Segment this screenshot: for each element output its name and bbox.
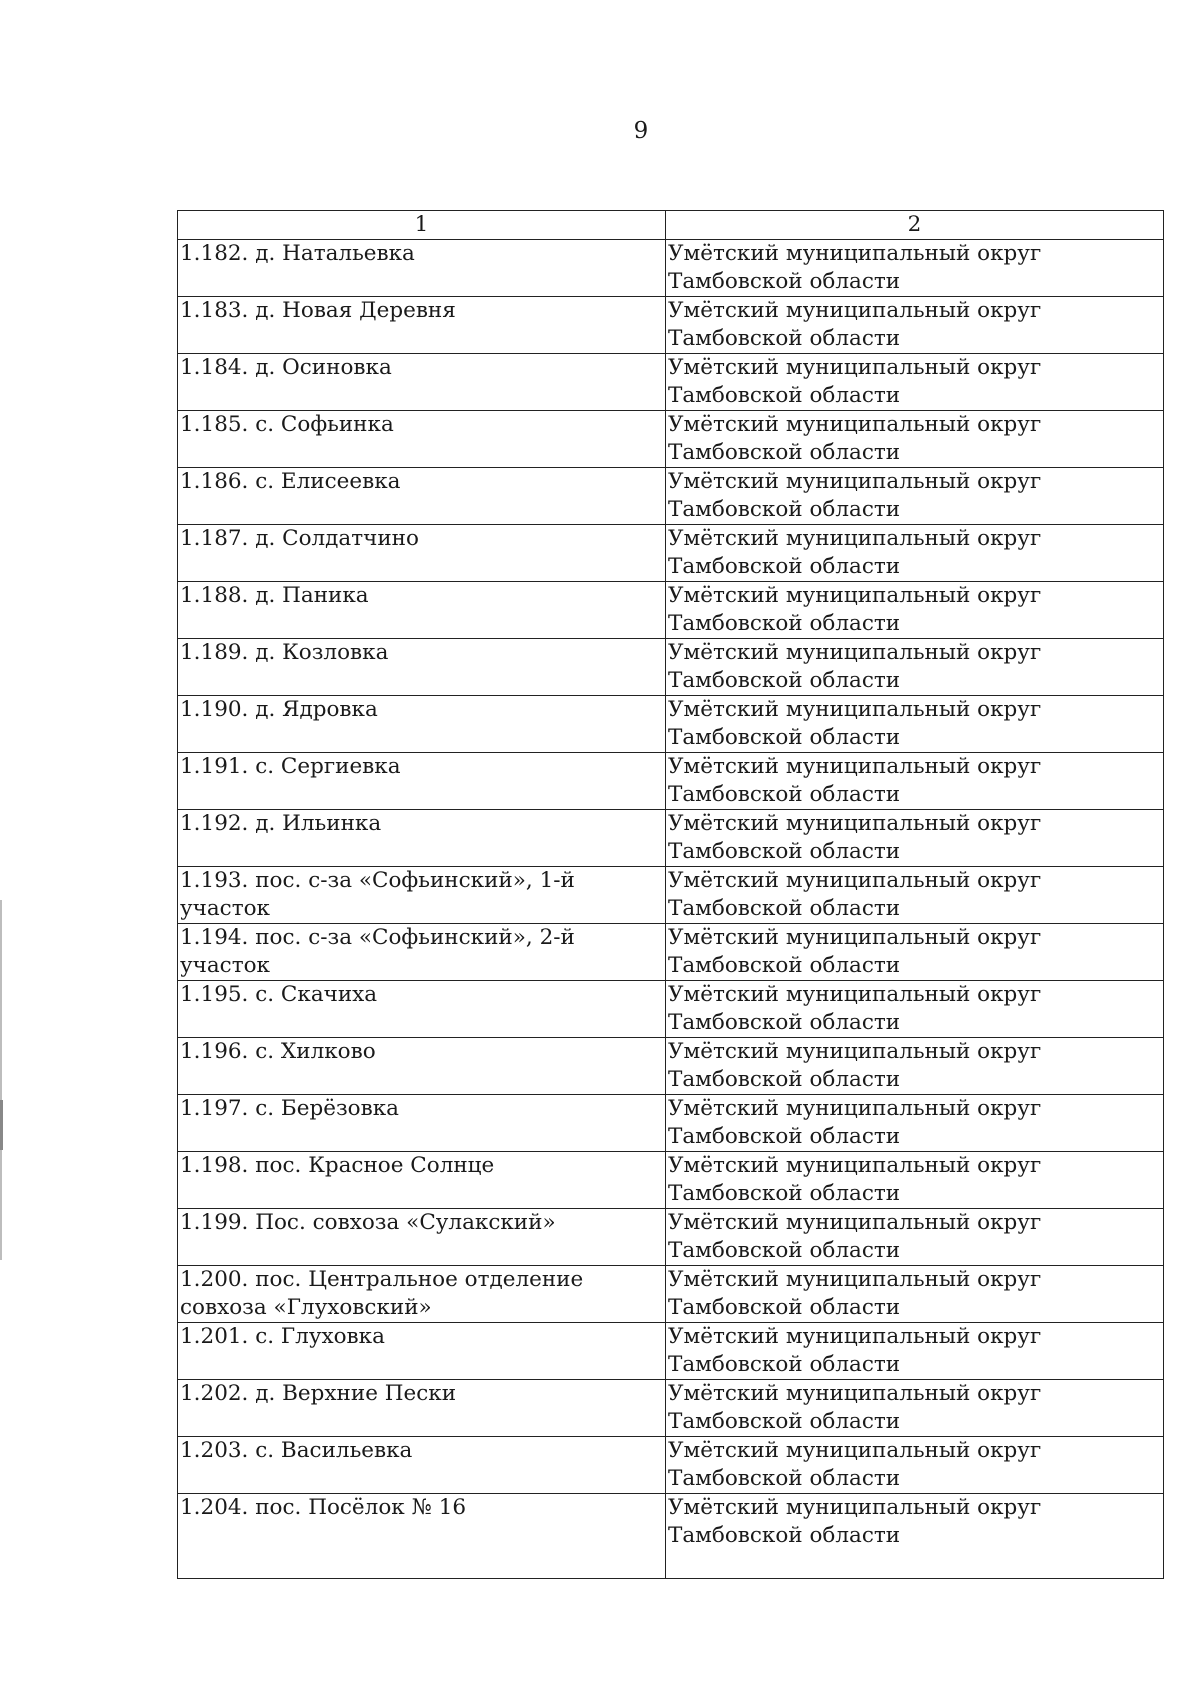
table-row	[178, 1266, 1164, 1323]
table-row	[178, 639, 1164, 696]
scan-edge-mark	[0, 900, 2, 1260]
settlement-name-cell: 1.182. д. Натальевка	[178, 240, 666, 297]
settlement-name-cell: 1.183. д. Новая Деревня	[178, 297, 666, 354]
table-row	[178, 1038, 1164, 1095]
settlement-name-cell: 1.184. д. Осиновка	[178, 354, 666, 411]
district-cell: Умётский муниципальный округ Тамбовской области	[666, 1266, 1164, 1323]
table-row	[178, 468, 1164, 525]
district-cell: Умётский муниципальный округ Тамбовской области	[666, 810, 1164, 867]
district-cell: Умётский муниципальный округ Тамбовской области	[666, 582, 1164, 639]
table-row	[178, 297, 1164, 354]
settlements-table	[177, 210, 1164, 1579]
table-row	[178, 582, 1164, 639]
district-cell: Умётский муниципальный округ Тамбовской области	[666, 867, 1164, 924]
district-cell: Умётский муниципальный округ Тамбовской области	[666, 753, 1164, 810]
table-row	[178, 1437, 1164, 1494]
settlement-name-cell: 1.192. д. Ильинка	[178, 810, 666, 867]
table-row	[178, 240, 1164, 297]
district-cell: Умётский муниципальный округ Тамбовской области	[666, 354, 1164, 411]
settlement-name-cell: 1.189. д. Козловка	[178, 639, 666, 696]
scan-edge-mark	[0, 1100, 3, 1150]
settlement-name-cell: 1.186. с. Елисеевка	[178, 468, 666, 525]
district-cell: Умётский муниципальный округ Тамбовской области	[666, 525, 1164, 582]
district-cell: Умётский муниципальный округ Тамбовской области	[666, 1437, 1164, 1494]
district-cell: Умётский муниципальный округ Тамбовской области	[666, 240, 1164, 297]
settlement-name-cell: 1.190. д. Ядровка	[178, 696, 666, 753]
settlement-name-cell: 1.188. д. Паника	[178, 582, 666, 639]
district-cell: Умётский муниципальный округ Тамбовской области	[666, 639, 1164, 696]
district-cell: Умётский муниципальный округ Тамбовской области	[666, 411, 1164, 468]
settlement-name-cell: 1.185. с. Софьинка	[178, 411, 666, 468]
table-header-row	[178, 211, 1164, 240]
district-cell: Умётский муниципальный округ Тамбовской области	[666, 924, 1164, 981]
table-body	[178, 240, 1164, 1579]
settlement-name-cell: 1.197. с. Берёзовка	[178, 1095, 666, 1152]
settlement-name-cell: 1.202. д. Верхние Пески	[178, 1380, 666, 1437]
table-row	[178, 525, 1164, 582]
table-row	[178, 924, 1164, 981]
table-row	[178, 753, 1164, 810]
district-cell: Умётский муниципальный округ Тамбовской области	[666, 1494, 1164, 1579]
table-row	[178, 1323, 1164, 1380]
settlement-name-cell: 1.204. пос. Посёлок № 16	[178, 1494, 666, 1579]
settlement-name-cell: 1.199. Пос. совхоза «Сулакский»	[178, 1209, 666, 1266]
table-row	[178, 696, 1164, 753]
table-row	[178, 354, 1164, 411]
district-cell: Умётский муниципальный округ Тамбовской области	[666, 1152, 1164, 1209]
district-cell: Умётский муниципальный округ Тамбовской области	[666, 468, 1164, 525]
settlement-name-cell: 1.187. д. Солдатчино	[178, 525, 666, 582]
column-header-1: 1	[178, 211, 666, 240]
table-row	[178, 411, 1164, 468]
settlement-name-cell: 1.191. с. Сергиевка	[178, 753, 666, 810]
table-row	[178, 1095, 1164, 1152]
table-row	[178, 810, 1164, 867]
district-cell: Умётский муниципальный округ Тамбовской области	[666, 696, 1164, 753]
district-cell: Умётский муниципальный округ Тамбовской области	[666, 1095, 1164, 1152]
table-row	[178, 1380, 1164, 1437]
table-row	[178, 1209, 1164, 1266]
table-row	[178, 1152, 1164, 1209]
settlement-name-cell: 1.198. пос. Красное Солнце	[178, 1152, 666, 1209]
settlement-name-cell: 1.195. с. Скачиха	[178, 981, 666, 1038]
table-row	[178, 1494, 1164, 1579]
district-cell: Умётский муниципальный округ Тамбовской области	[666, 1380, 1164, 1437]
settlement-name-cell: 1.196. с. Хилково	[178, 1038, 666, 1095]
district-cell: Умётский муниципальный округ Тамбовской области	[666, 1038, 1164, 1095]
settlement-name-cell: 1.201. с. Глуховка	[178, 1323, 666, 1380]
column-header-2: 2	[666, 211, 1164, 240]
settlement-name-cell: 1.203. с. Васильевка	[178, 1437, 666, 1494]
settlement-name-cell: 1.193. пос. с-за «Софьинский», 1-й участок	[178, 867, 666, 924]
district-cell: Умётский муниципальный округ Тамбовской области	[666, 297, 1164, 354]
page-number: 9	[633, 118, 649, 144]
district-cell: Умётский муниципальный округ Тамбовской области	[666, 981, 1164, 1038]
settlement-name-cell: 1.194. пос. с-за «Софьинский», 2-й участок	[178, 924, 666, 981]
district-cell: Умётский муниципальный округ Тамбовской области	[666, 1209, 1164, 1266]
settlement-name-cell: 1.200. пос. Центральное отделение совхоза «Глуховский»	[178, 1266, 666, 1323]
district-cell: Умётский муниципальный округ Тамбовской области	[666, 1323, 1164, 1380]
table-row	[178, 867, 1164, 924]
table-row	[178, 981, 1164, 1038]
